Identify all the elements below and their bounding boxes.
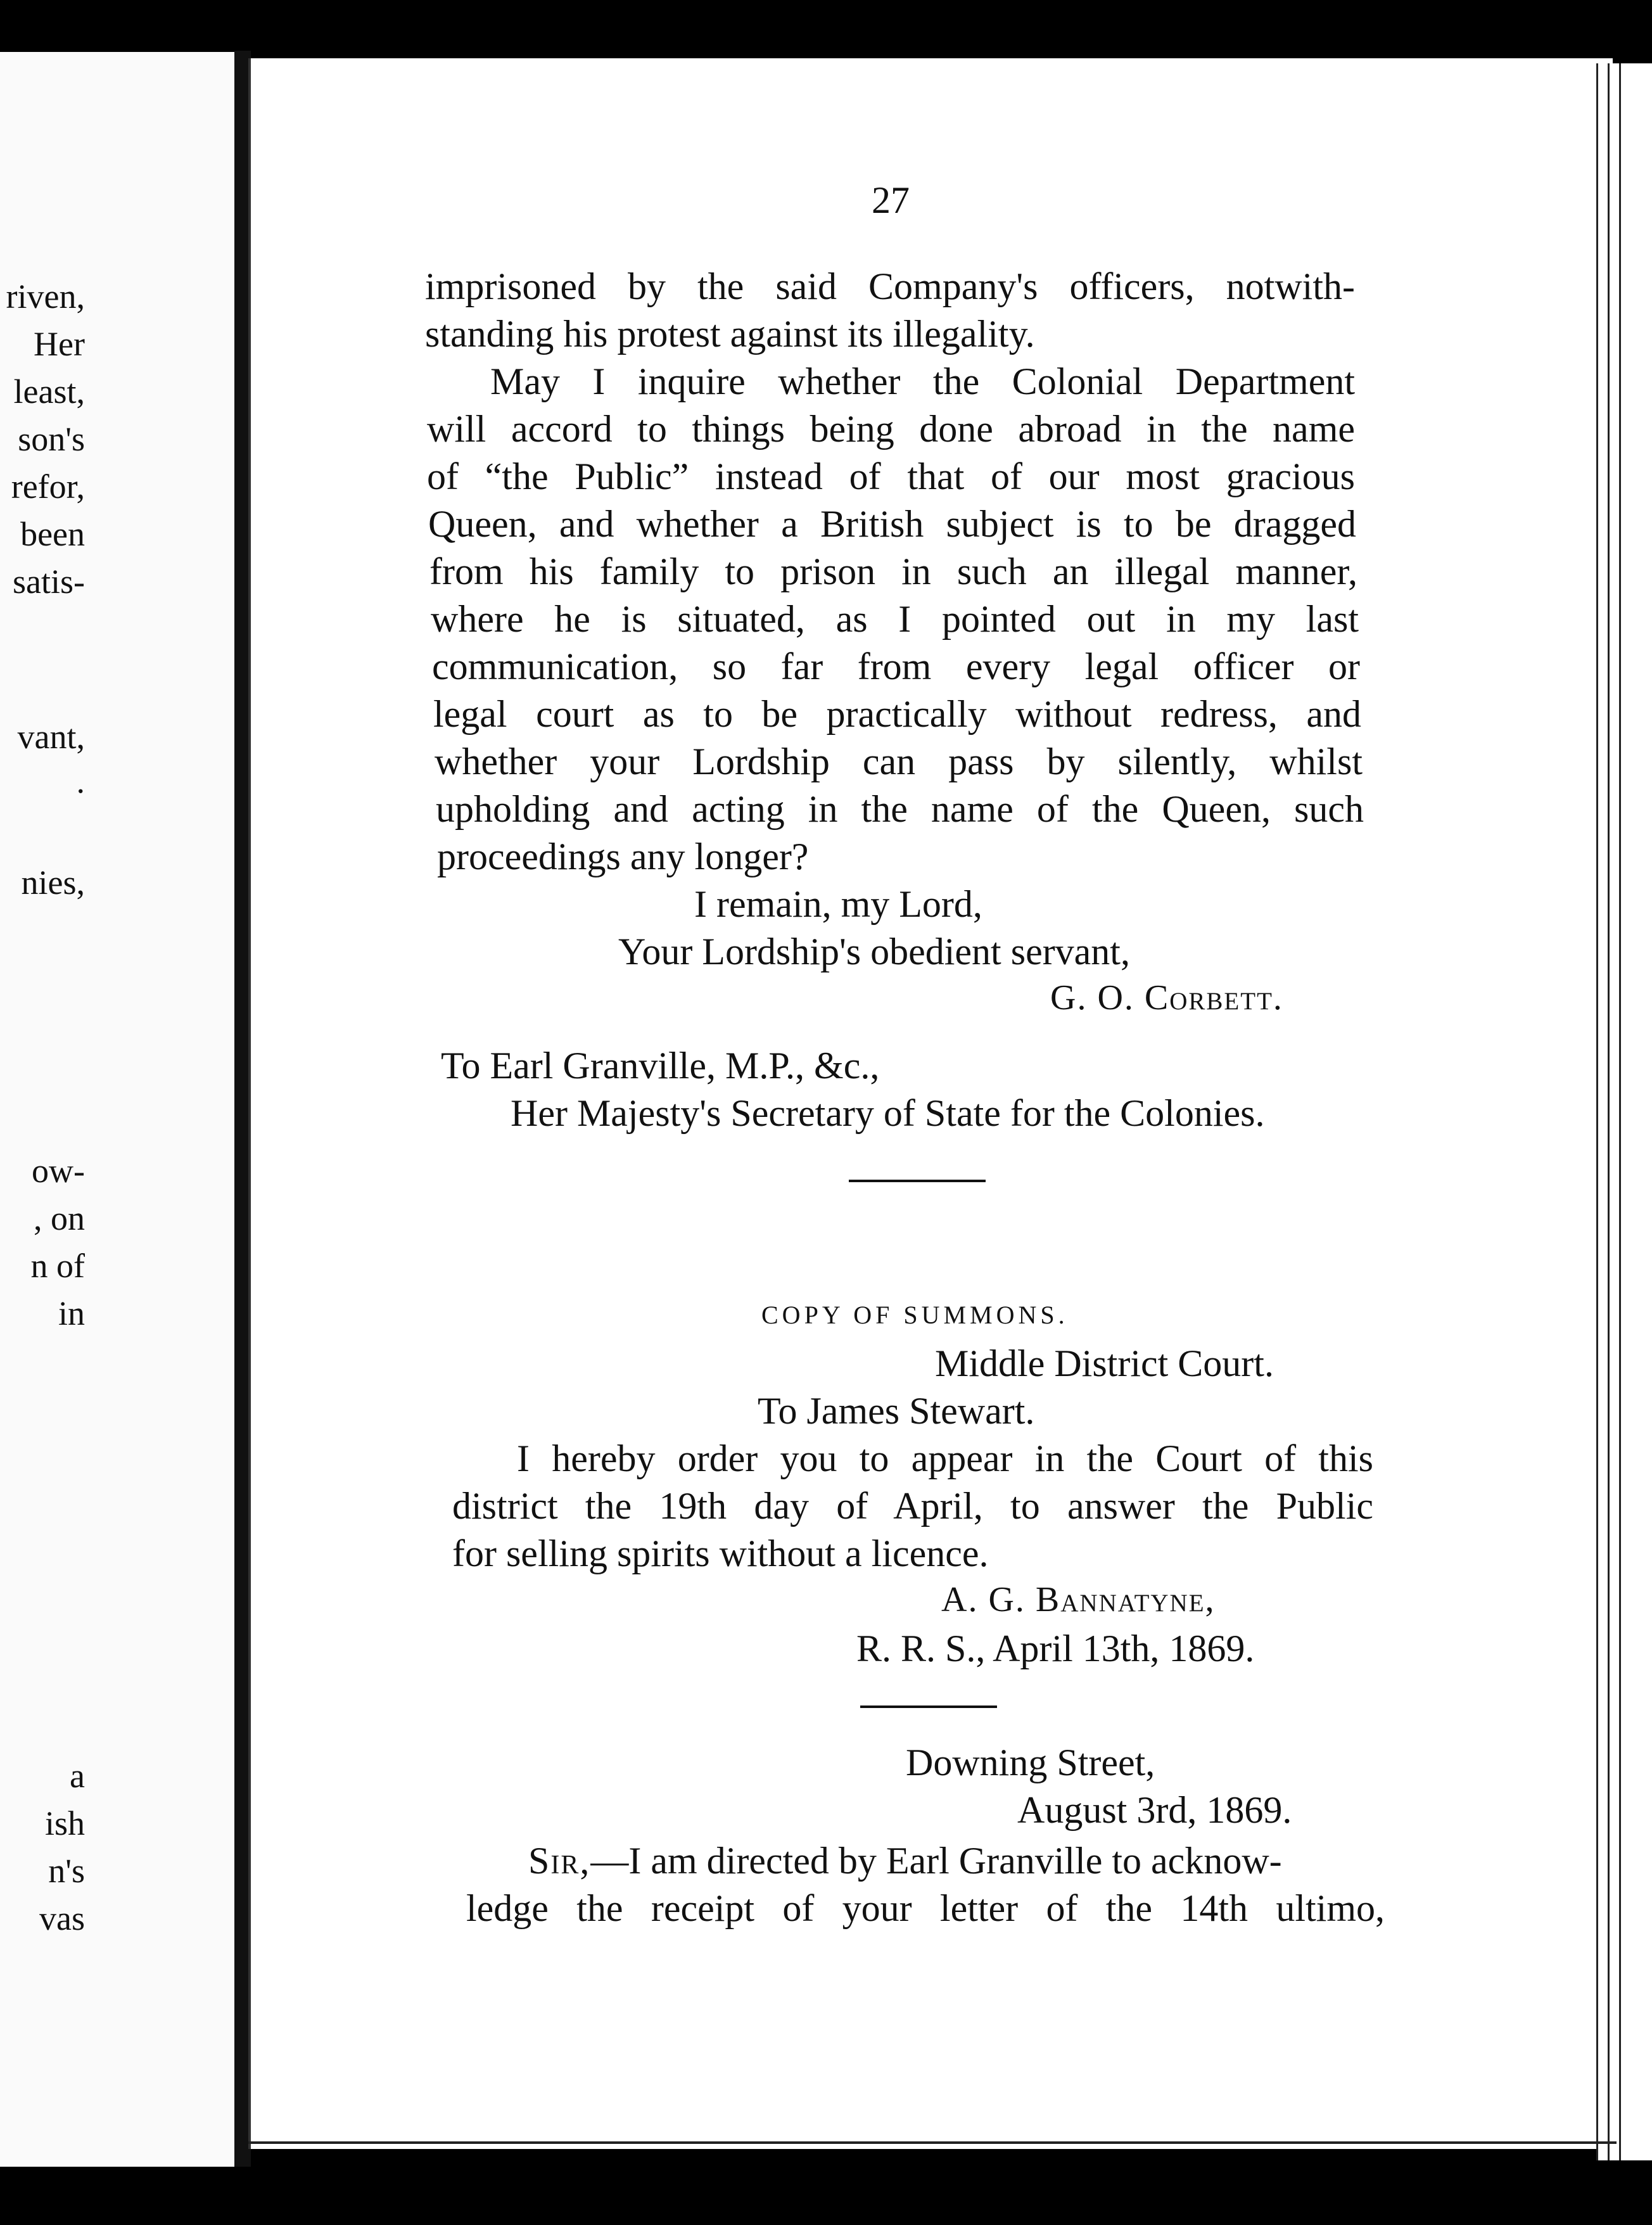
left-page-fragment: n's bbox=[48, 1852, 85, 1890]
right-page bbox=[248, 58, 1613, 2149]
letter-line: standing his protest against its illegality. bbox=[425, 313, 1035, 355]
left-page-fragment: nies, bbox=[21, 864, 85, 902]
left-page-fragment: . bbox=[76, 762, 85, 800]
reply-place: Downing Street, bbox=[906, 1742, 1155, 1783]
left-page-fragment: riven, bbox=[6, 277, 85, 316]
letter-line: where he is situated, as I pointed out in my last bbox=[431, 598, 1359, 640]
reply-line bbox=[528, 1842, 1282, 1880]
summons-signature: A. G. Bannatyne, bbox=[941, 1580, 1216, 1619]
summons-line: for selling spirits without a licence. bbox=[452, 1533, 989, 1574]
reply-date: August 3rd, 1869. bbox=[1017, 1789, 1292, 1831]
left-page-fragment: vas bbox=[39, 1899, 85, 1937]
letter-line: of “the Public” instead of that of our most gracious bbox=[427, 456, 1355, 497]
letter-line: legal court as to be practically without redress, and bbox=[433, 693, 1361, 735]
letter-line: communication, so far from every legal officer or bbox=[432, 646, 1360, 687]
page-edges bbox=[1596, 63, 1652, 2160]
left-page-fragment: been bbox=[20, 515, 85, 553]
letter-line: will accord to things being done abroad in the name bbox=[427, 408, 1355, 450]
letter-line: Queen, and whether a British subject is to be dragged bbox=[428, 503, 1356, 545]
left-page-fragment: n of bbox=[30, 1247, 85, 1285]
left-page-fragment: satis- bbox=[13, 563, 85, 601]
letter-closing: Your Lordship's obedient servant, bbox=[618, 931, 1130, 972]
left-page-fragment: Her bbox=[34, 325, 85, 363]
left-page-fragment: in bbox=[58, 1294, 85, 1332]
letter-line: imprisoned by the said Company's officers, notwith- bbox=[425, 265, 1355, 307]
section-rule bbox=[860, 1705, 997, 1708]
left-page bbox=[0, 52, 239, 2193]
scan-border-bottom bbox=[0, 2167, 1652, 2225]
left-page-fragment: vant, bbox=[17, 718, 85, 756]
summons-court: Middle District Court. bbox=[935, 1342, 1274, 1384]
letter-line: from his family to prison in such an illegal manner, bbox=[429, 551, 1357, 592]
letter-addressee: To Earl Granville, M.P., &c., bbox=[441, 1045, 880, 1087]
left-page-fragment: ish bbox=[44, 1804, 85, 1842]
letter-line: proceedings any longer? bbox=[437, 836, 809, 877]
left-page-fragment: a bbox=[70, 1757, 85, 1795]
left-page-fragment: least, bbox=[13, 373, 85, 411]
page-bottom-edge bbox=[248, 2141, 1617, 2144]
letter-line: whether your Lordship can pass by silently, whilst bbox=[435, 741, 1363, 782]
page-number: 27 bbox=[872, 179, 910, 221]
summons-addressee: To James Stewart. bbox=[758, 1390, 1035, 1432]
summons-line: I hereby order you to appear in the Court of this bbox=[517, 1438, 1373, 1479]
left-page-fragment: son's bbox=[18, 420, 85, 458]
reply-salutation: Sir, bbox=[528, 1840, 591, 1882]
scan-border-top bbox=[0, 0, 1652, 58]
reply-line: ledge the receipt of your letter of the 14th ultimo, bbox=[466, 1887, 1385, 1929]
letter-line: upholding and acting in the name of the Queen, such bbox=[436, 788, 1364, 830]
left-page-fragment: refor, bbox=[11, 468, 85, 506]
section-rule bbox=[849, 1180, 986, 1182]
left-page-fragment: , on bbox=[34, 1199, 85, 1237]
reply-line-text: —I am directed by Earl Granville to acknow- bbox=[590, 1840, 1282, 1882]
letter-closing: I remain, my Lord, bbox=[694, 883, 982, 925]
left-page-fragment: ow- bbox=[32, 1152, 85, 1190]
letter-line: May I inquire whether the Colonial Department bbox=[490, 360, 1355, 402]
summons-line: district the 19th day of April, to answer the Public bbox=[452, 1485, 1373, 1527]
summons-date: R. R. S., April 13th, 1869. bbox=[856, 1628, 1255, 1669]
letter-signature: G. O. Corbett. bbox=[1050, 978, 1283, 1017]
summons-heading: COPY OF SUMMONS. bbox=[761, 1301, 1069, 1329]
letter-addressee: Her Majesty's Secretary of State for the Colonies. bbox=[511, 1092, 1265, 1134]
